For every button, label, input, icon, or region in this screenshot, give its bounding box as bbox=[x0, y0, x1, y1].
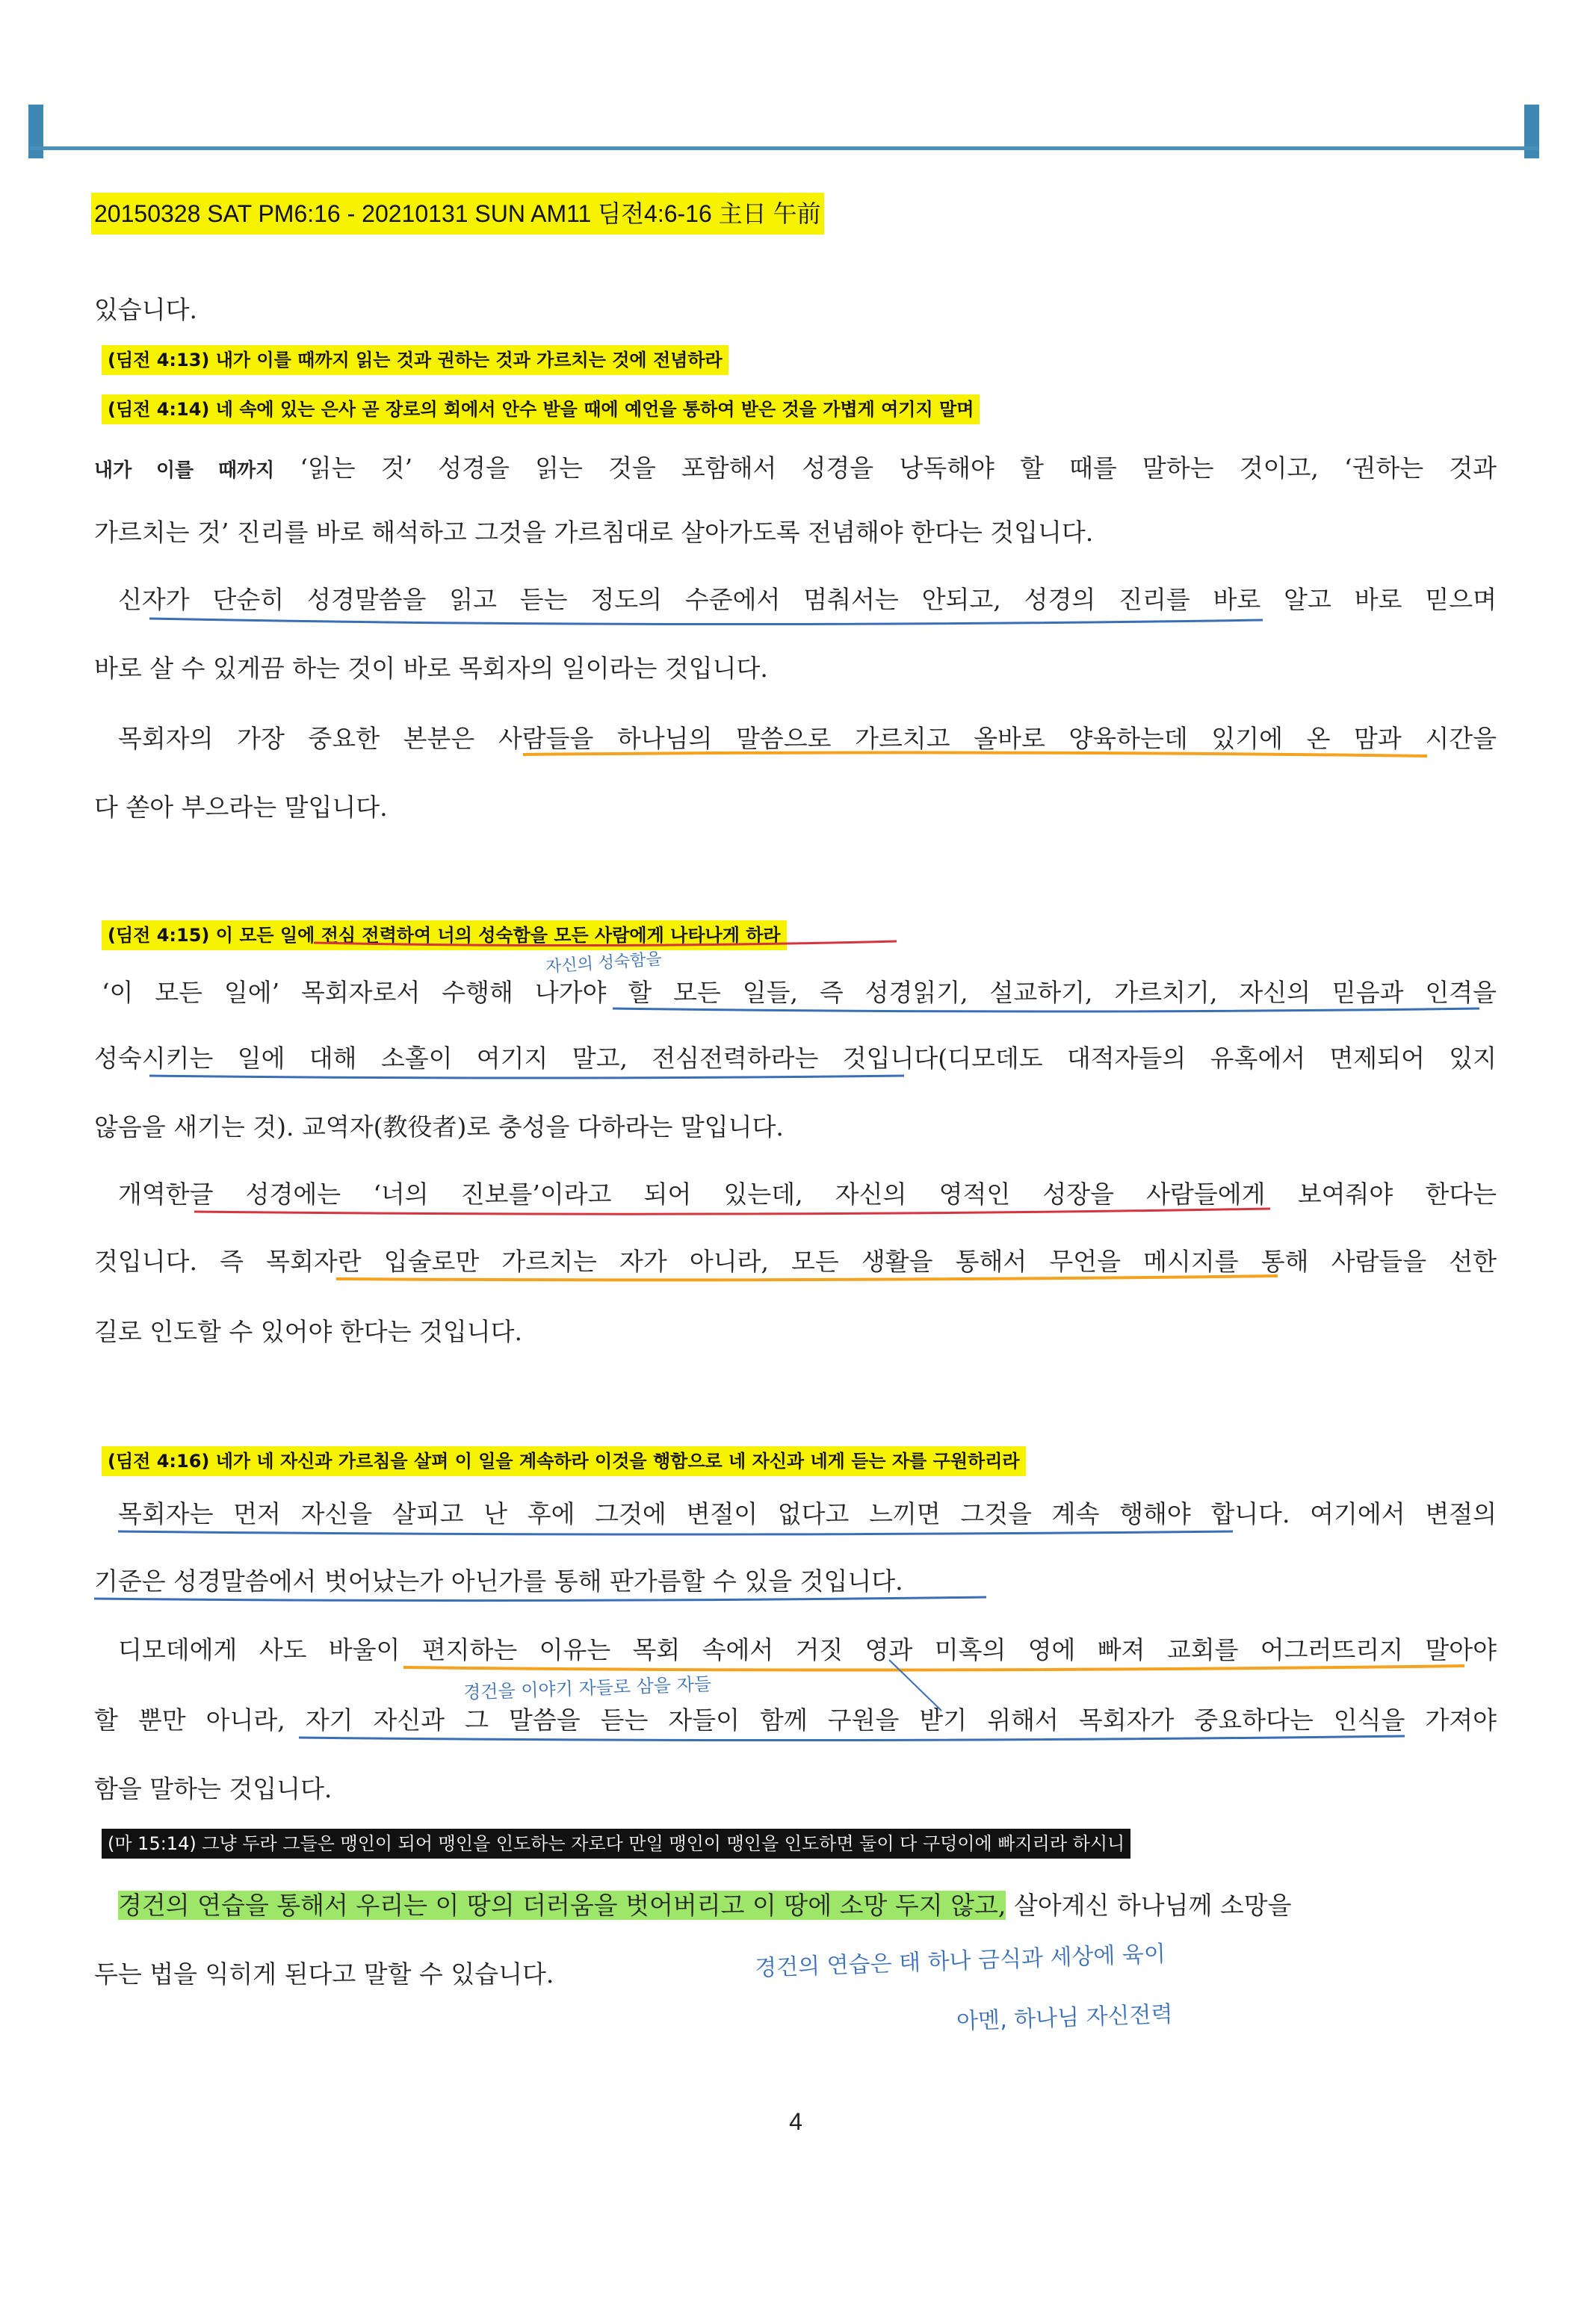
paragraph-3-line-1: 목회자의 가장 중요한 본분은 사람들을 하나님의 말씀으로 가르치고 올바로 양육하는데 있기에 온 맘과 시간을 bbox=[118, 724, 1497, 753]
handwritten-note-8b: 아멘, 하나님 자신전력 bbox=[956, 2001, 1174, 2036]
paragraph-1-line-1 bbox=[94, 451, 1497, 488]
paragraph-2-line-2: 바로 살 수 있게끔 하는 것이 바로 목회자의 일이라는 것입니다. bbox=[94, 654, 768, 683]
paragraph-5-line-3: 길로 인도할 수 있어야 한다는 것입니다. bbox=[94, 1317, 522, 1346]
paragraph-7-line-2: 할 뿐만 아니라, 자기 자신과 그 말씀을 듣는 자들이 함께 구원을 받기 위해서 목회자가 중요하다는 인식을 가져야 bbox=[94, 1705, 1497, 1735]
handwritten-note-7: 경건을 이야기 자들로 삼을 자들 bbox=[463, 1673, 712, 1703]
left-margin-marker bbox=[28, 105, 43, 158]
paragraph-1-line-1-text: ‘읽는 것’ 성경을 읽는 것을 포함해서 성경을 낭독해야 할 때를 말하는 것이고, ‘권하는 것과 bbox=[274, 453, 1497, 483]
paragraph-6-line-1: 목회자는 먼저 자신을 살피고 난 후에 그것에 변절이 없다고 느끼면 그것을 계속 행해야 합니다. 여기에서 변절의 bbox=[118, 1499, 1497, 1528]
page-number: 4 bbox=[789, 2108, 802, 2135]
verse-ref-mt-15-14: (마 15:14) 그냥 두라 그들은 맹인이 되어 맹인을 인도하는 자로다 만일 맹인이 맹인을 인도하면 둘이 다 구덩이에 빠지리라 하시니 bbox=[102, 1829, 1130, 1859]
verse-ref-4-13: (딤전 4:13) 내가 이를 때까지 읽는 것과 권하는 것과 가르치는 것에 전념하라 bbox=[102, 345, 729, 375]
paragraph-1-line-2: 가르치는 것’ 진리를 바로 해석하고 그것을 가르침대로 살아가도록 전념해야 한다는 것입니다. bbox=[94, 518, 1094, 547]
paragraph-6-line-2: 기준은 성경말씀에서 벗어났는가 아닌가를 통해 판가름할 수 있을 것입니다. bbox=[94, 1567, 903, 1596]
paragraph-8-line-2: 두는 법을 익히게 된다고 말할 수 있습니다. bbox=[94, 1959, 554, 1989]
paragraph-8-line-1-rest: 살아계신 하나님께 소망을 bbox=[1006, 1891, 1292, 1920]
paragraph-5-line-2: 것입니다. 즉 목회자란 입술로만 가르치는 자가 아니라, 모든 생활을 통해서 무언을 메시지를 통해 사람들을 선한 bbox=[94, 1247, 1497, 1276]
verse-ref-4-14: (딤전 4:14) 네 속에 있는 은사 곧 장로의 회에서 안수 받을 때에 예언을 통하여 받은 것을 가볍게 여기지 말며 bbox=[102, 394, 980, 424]
verse-ref-4-16: (딤전 4:16) 네가 네 자신과 가르침을 살펴 이 일을 계속하라 이것을 행함으로 네 자신과 네게 듣는 자를 구원하리라 bbox=[102, 1446, 1026, 1476]
paragraph-7-line-3: 함을 말하는 것입니다. bbox=[94, 1774, 332, 1803]
paragraph-7-line-1: 디모데에게 사도 바울이 편지하는 이유는 목회 속에서 거짓 영과 미혹의 영에 빠져 교회를 어그러뜨리지 말아야 bbox=[118, 1635, 1497, 1664]
verse-ref-4-15: (딤전 4:15) 이 모든 일에 전심 전력하여 너의 성숙함을 모든 사람에게 나타나게 하라 bbox=[102, 920, 787, 950]
paragraph-4-line-1: ‘이 모든 일에’ 목회자로서 수행해 나가야 할 모든 일들, 즉 성경읽기, 설교하기, 가르치기, 자신의 믿음과 인격을 bbox=[102, 978, 1497, 1007]
paragraph-4-line-3: 않음을 새기는 것). 교역자(教役者)로 충성을 다하라는 말입니다. bbox=[94, 1112, 784, 1141]
paragraph-1-lead: 내가 이를 때까지 bbox=[94, 459, 275, 482]
paragraph-8-line-1 bbox=[118, 1888, 1497, 1923]
handwritten-note-8a: 경건의 연습은 태 하나 금식과 세상에 육이 bbox=[754, 1941, 1166, 1982]
green-highlight-text: 경건의 연습을 통해서 우리는 이 땅의 더러움을 벗어버리고 이 땅에 소망 두지 않고, bbox=[118, 1891, 1006, 1920]
paragraph-4-line-2: 성숙시키는 일에 대해 소홀이 여기지 말고, 전심전력하라는 것입니다(디모데도 대적자들의 유혹에서 면제되어 있지 bbox=[94, 1044, 1497, 1073]
paragraph-5-line-1: 개역한글 성경에는 ‘너의 진보를’이라고 되어 있는데, 자신의 영적인 성장을 사람들에게 보여줘야 한다는 bbox=[118, 1180, 1497, 1209]
top-fragment: 있습니다. bbox=[94, 295, 198, 324]
paragraph-3-line-2: 다 쏟아 부으라는 말입니다. bbox=[94, 793, 388, 822]
sermon-header: 20150328 SAT PM6:16 - 20210131 SUN AM11 딤전4:6-16 主日 午前 bbox=[91, 193, 824, 235]
header-rule bbox=[30, 146, 1538, 150]
handwritten-note-15: 자신의 성숙함을 bbox=[545, 949, 663, 977]
paragraph-2-line-1: 신자가 단순히 성경말씀을 읽고 듣는 정도의 수준에서 멈춰서는 안되고, 성경의 진리를 바로 알고 바로 믿으며 bbox=[118, 585, 1497, 614]
right-margin-marker bbox=[1524, 105, 1539, 158]
